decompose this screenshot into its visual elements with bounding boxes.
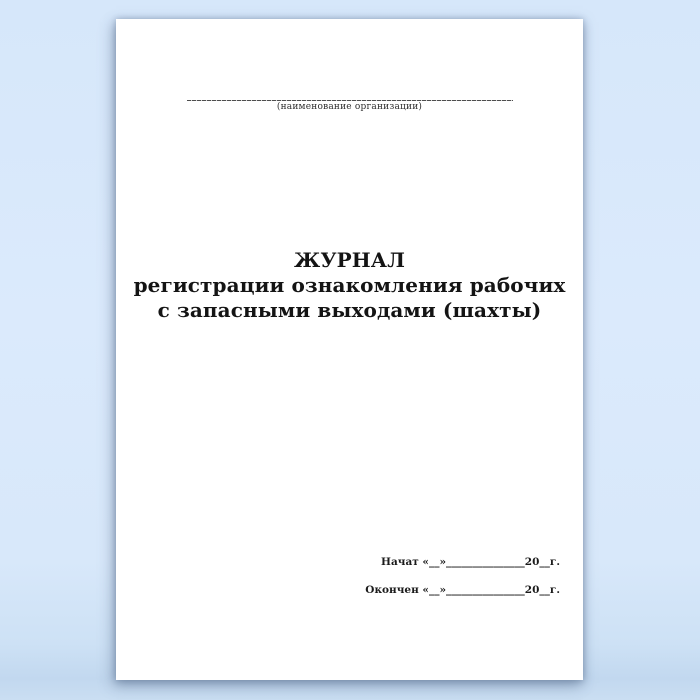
organization-header — [116, 97, 583, 113]
journal-dates — [365, 556, 560, 596]
date-started-blank: Начат «__»_______________20__г. — [381, 556, 560, 568]
date-finished-blank: Окончен «__»_______________20__г. — [365, 584, 560, 596]
journal-title — [116, 248, 583, 323]
journal-title-line-3: с запасными выходами (шахты) — [157, 298, 542, 322]
journal-title-line-1: ЖУРНАЛ — [294, 248, 405, 272]
journal-cover-page — [116, 19, 583, 680]
organization-name-blank — [187, 97, 513, 101]
organization-caption: (наименование организации) — [276, 102, 423, 112]
journal-title-line-2: регистрации ознакомления рабочих — [133, 273, 566, 297]
